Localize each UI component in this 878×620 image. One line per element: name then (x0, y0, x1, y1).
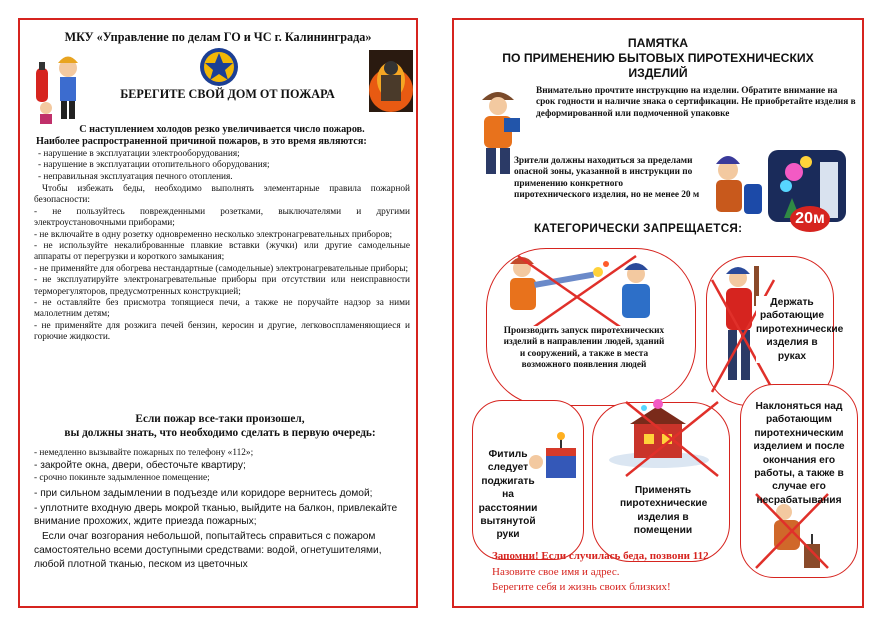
ban-launch-text: Производить запуск пиротехнических изделий в направлении людей, зданий и сооружений, а также в места возможного появления людей (503, 326, 665, 371)
name-address-line: Назовите свое имя и адрес. (492, 566, 620, 578)
take-care-line: Берегите себя и жизнь своих близких! (492, 581, 671, 593)
rule-item: - не применяйте для розжига печей бензин, керосин и другие, легковоспламеняющиеся и горючие жидкости. (34, 320, 410, 343)
rule-item: - не применяйте для обогрева нестандартные (самодельные) электронагревательные приборы; (34, 263, 409, 274)
emergency-emblem (198, 46, 240, 88)
remember-line: Запомни! Если случилась беда, позвони 112 (492, 550, 709, 562)
action-item: - уплотните входную дверь мокрой тканью, выйдите на балкон, привлекайте внимание прохожих, ждите приезда пожарных; (34, 502, 398, 527)
fire-safety-panel (18, 18, 418, 608)
cause-item: - нарушение в эксплуатации отопительного оборудования; (38, 160, 270, 171)
rule-item: - не используйте некалиброванные плавкие вставки (жучки) или другие самодельные аппараты от перегрузки и короткого замыкания; (34, 241, 410, 263)
distance-badge: 20м (790, 206, 830, 232)
cause-item: - нарушение в эксплуатации электрооборудования; (38, 149, 240, 159)
ban-hold-text: Держать работающие пиротехнические изделия в руках (756, 297, 844, 362)
ban-indoor-text: Применять пиротехнические изделия в помещении (620, 485, 708, 537)
rule-item: - не оставляйте без присмотра топящиеся печи, а также не поручайте надзор за ними малолетним детям; (34, 298, 410, 320)
memo-title-3: ИЗДЕЛИЙ (628, 66, 688, 80)
instruction-text: Внимательно прочтите инструкцию на изделии. Обратите внимание на срок годности и наличие знака о сертификации. Не приобретайте изделия в деформированной или подмоченной упаковке (536, 86, 856, 119)
action-item: - при сильном задымлении в подъезде или коридоре вернитесь домой; (34, 487, 373, 499)
ban-fuse-text: Фитиль следует поджигать на расстоянии вытянутой руки (478, 449, 538, 541)
closing-paragraph: Если очаг возгорания небольшой, попытайтесь справиться с пожаром самостоятельно всеми доступными средствами: водой, огнетушителями, любой плотной тканью, песком из цветочных (34, 530, 382, 570)
forbidden-heading: КАТЕГОРИЧЕСКИ ЗАПРЕЩАЕТСЯ: (534, 222, 743, 235)
fire-heading-2: вы должны знать, что необходимо сделать в первую очередь: (64, 427, 376, 439)
action-item: - закройте окна, двери, обесточьте квартиру; (34, 460, 246, 472)
org-header: МКУ «Управление по делам ГО и ЧС г. Калининграда» (64, 30, 372, 44)
action-item: - срочно покиньте задымленное помещение; (34, 473, 210, 484)
intro-line-1: С наступлением холодов резко увеличивается число пожаров. (79, 124, 365, 135)
intro-line-2: Наиболее распространенной причиной пожаров, в это время являются: (36, 136, 367, 148)
children-extinguisher-illustration (30, 46, 88, 126)
action-item: - немедленно вызывайте пожарных по телефону «112»; (34, 448, 254, 458)
memo-title-2: ПО ПРИМЕНЕНИЮ БЫТОВЫХ ПИРОТЕХНИЧЕСКИХ (502, 51, 814, 65)
rule-item: - не включайте в одну розетку одновременно несколько электронагревательных приборов; (34, 229, 393, 240)
cause-item: - неправильная эксплуатация печного отопления. (38, 171, 233, 182)
firefighter-photo (369, 50, 413, 112)
prohibition-cross-icon (622, 398, 722, 480)
pyrotechnics-memo-panel (452, 18, 864, 608)
fire-heading-1: Если пожар все-таки произошел, (135, 413, 305, 425)
rules-intro: Чтобы избежать беды, необходимо выполнять элементарные правила пожарной безопасности: (34, 184, 410, 206)
page-title: БЕРЕГИТЕ СВОЙ ДОМ ОТ ПОЖАРА (120, 87, 335, 101)
memo-title-1: ПАМЯТКА (627, 36, 689, 50)
rule-item: - не эксплуатируйте электронагревательные приборы при отсутствии или неисправности терморегуляторов, предусмотренных конструкцией; (34, 275, 410, 297)
distance-text: Зрители должны находиться за пределами опасной зоны, указанной в инструкции по применению конкретного пиротехнического изделия, но не менее 20 м (514, 156, 700, 201)
rule-item: - не пользуйтесь поврежденными розетками, выключателями и другими электроустановочными приборами; (34, 206, 410, 229)
ban-lean-text: Наклоняться над работающим пиротехническим изделием и после окончания его работы, а также в случае его несрабатывания (753, 401, 845, 506)
